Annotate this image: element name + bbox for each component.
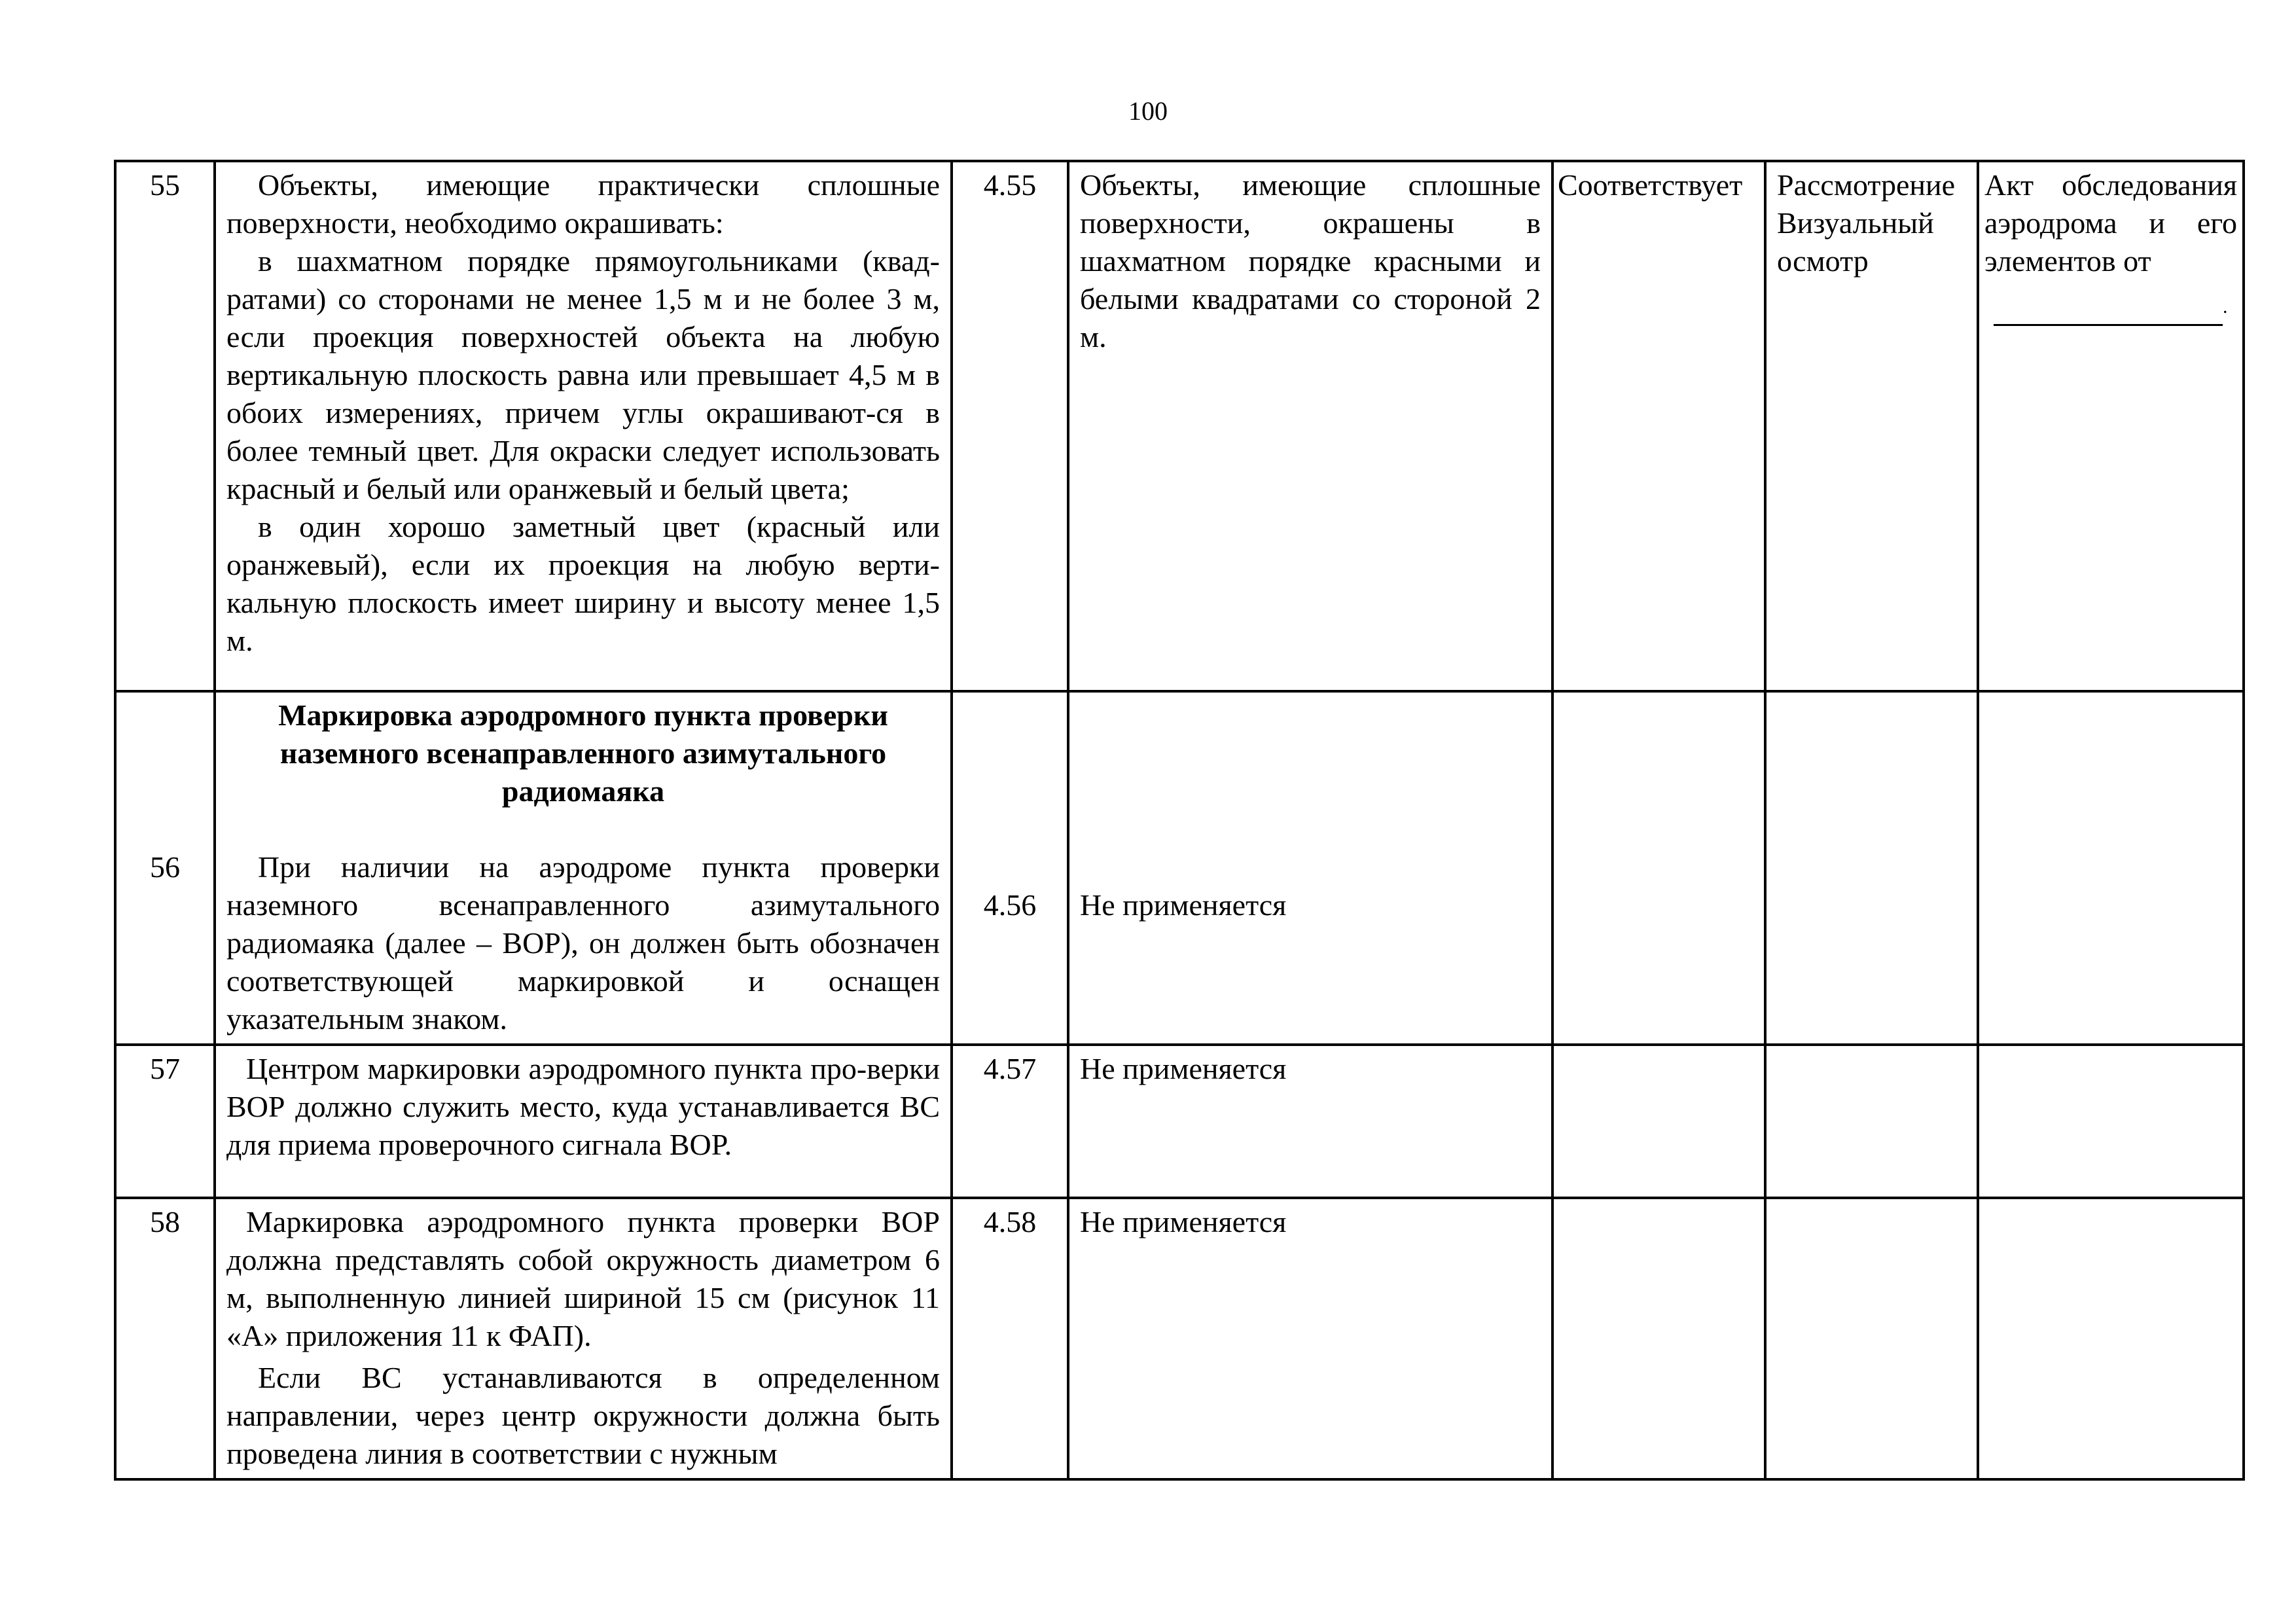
- signature-line: [1984, 284, 2237, 326]
- point-reference: 4.57: [952, 1045, 1068, 1198]
- point-reference-cell: [952, 691, 1068, 1045]
- fact-cell: Не применяется: [1068, 1045, 1552, 1198]
- table-row: [115, 691, 2244, 1045]
- requirement-paragraph: в один хорошо заметный цвет (красный или оранжевый), если их проекция на любую верти-кальную плоскость имеет ширину и высоту менее 1,5 м.: [226, 510, 940, 657]
- method-cell: Рассмотрение Визуальный осмотр: [1765, 161, 1978, 691]
- document-cell: [1978, 161, 2244, 691]
- point-reference: 4.56: [983, 888, 1037, 922]
- point-reference: 4.55: [952, 161, 1068, 691]
- document-text: Акт обследования аэродрома и его элементов от: [1984, 168, 2237, 278]
- page-number: 100: [1128, 96, 1168, 126]
- point-reference: 4.58: [952, 1198, 1068, 1479]
- requirement-paragraph: При наличии на аэродроме пункта проверки наземного всенаправленного азимутального радиомаяка (далее – ВОР), он должен быть обозначен соответствующей маркировкой и оснащен указательным знаком.: [226, 850, 940, 1036]
- requirement-paragraph: Если ВС устанавливаются в определенном направлении, через центр окружности должна быть проведена линия в соответствии с нужным: [226, 1361, 940, 1470]
- method-cell: [1765, 691, 1978, 1045]
- document-cell: [1978, 1198, 2244, 1479]
- row-number: 56: [150, 850, 180, 884]
- requirement-cell: [215, 1045, 952, 1198]
- requirement-paragraph: Центром маркировки аэродромного пункта про-верки ВОР должно служить место, куда устанавливается ВС для приема проверочного сигнала ВОР.: [226, 1052, 940, 1161]
- method-cell: [1765, 1198, 1978, 1479]
- document-cell: [1978, 691, 2244, 1045]
- requirement-paragraph: в шахматном порядке прямоугольниками (квад-ратами) со сторонами не менее 1,5 м и не более 3 м, если проекция поверхностей объекта на любую вертикальную плоскость равна или превышает 4,5 м в обоих измерениях, причем углы окрашивают-ся в более темный цвет. Для окраски следует использовать красный и белый или оранжевый и белый цвета;: [226, 244, 940, 505]
- row-number: 57: [115, 1045, 215, 1198]
- requirement-paragraph: Маркировка аэродромного пункта проверки ВОР должна представлять собой окружность диаметром 6 м, выполненную линией шириной 15 см (рисунок 11 «А» приложения 11 к ФАП).: [226, 1205, 940, 1352]
- fact-cell: Объекты, имеющие сплошные поверхности, окрашены в шахматном порядке красными и белыми квадратами со стороной 2 м.: [1068, 161, 1552, 691]
- requirement-cell: [215, 691, 952, 1045]
- document-cell: [1978, 1045, 2244, 1198]
- conformity-cell: [1552, 691, 1765, 1045]
- row-number: 58: [115, 1198, 215, 1479]
- table-row: [115, 161, 2244, 691]
- date-blank: [1994, 295, 2223, 326]
- fact-cell: Не применяется: [1068, 1198, 1552, 1479]
- row-number-cell: [115, 691, 215, 1045]
- table-row: [115, 1198, 2244, 1479]
- section-title: Маркировка аэродромного пункта проверки наземного всенаправленного азимутального радиомаяка: [278, 698, 888, 808]
- requirement-paragraph: Объекты, имеющие практически сплошные поверхности, необходимо окрашивать:: [226, 168, 940, 240]
- requirement-cell: [215, 161, 952, 691]
- document-tail: .: [2223, 296, 2228, 317]
- table-row: [115, 1045, 2244, 1198]
- conformity-cell: [1552, 1045, 1765, 1198]
- row-number: 55: [115, 161, 215, 691]
- fact-text: Не применяется: [1080, 888, 1287, 922]
- fact-cell: [1068, 691, 1552, 1045]
- conformity-cell: [1552, 1198, 1765, 1479]
- compliance-table: [114, 160, 2245, 1481]
- conformity-cell: Соответствует: [1552, 161, 1765, 691]
- method-cell: [1765, 1045, 1978, 1198]
- requirement-cell: [215, 1198, 952, 1479]
